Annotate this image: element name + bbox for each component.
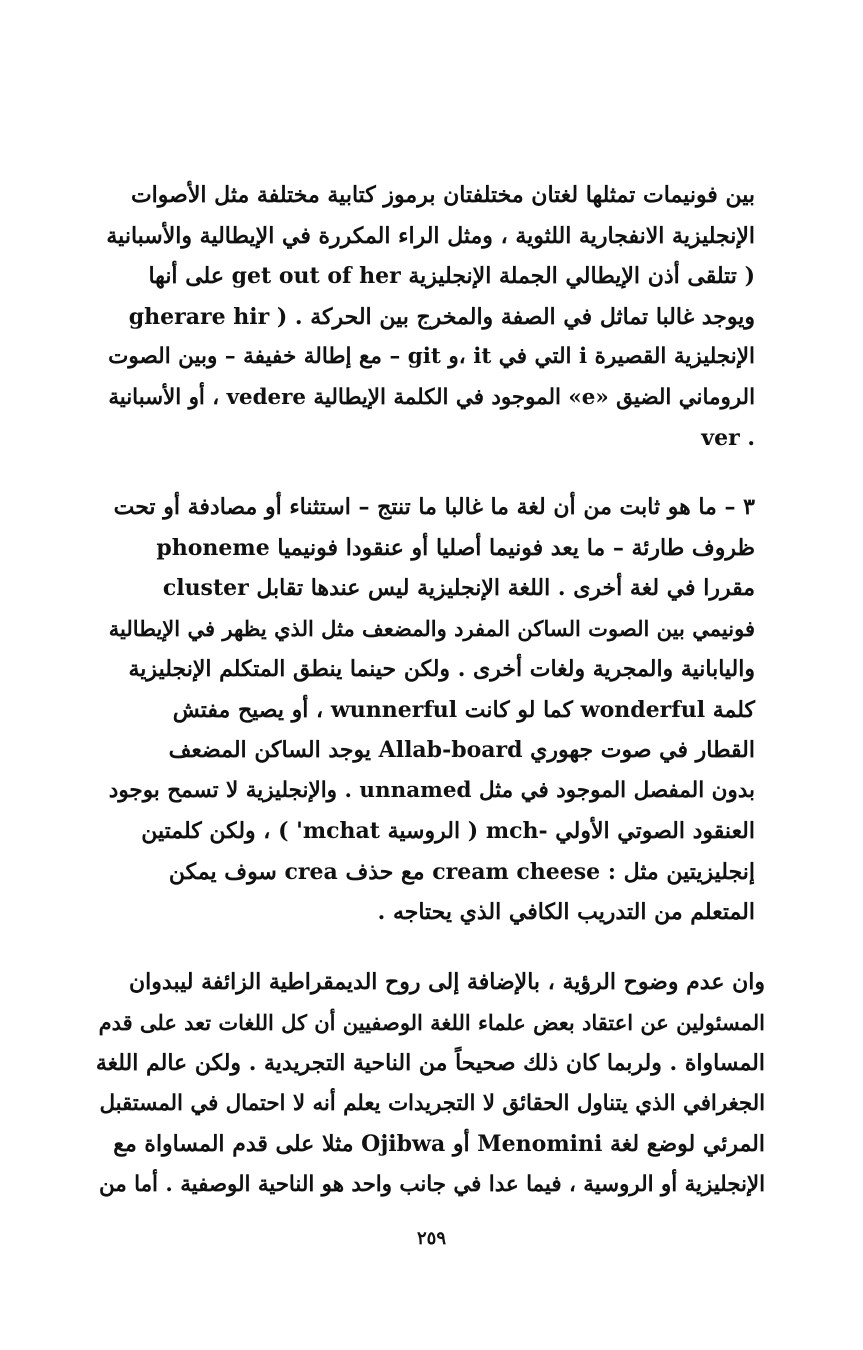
text-line: المسئولين عن اعتقاد بعض علماء اللغة الوصفيين أن كل اللغات تعد على قدم	[98, 1009, 765, 1035]
text-line: بين فونيمات تمثلها لغتان مختلفتان برموز كتابية مختلفة مثل الأصوات	[130, 182, 755, 208]
text-line: فونيمي بين الصوت الساكن المفرد والمضعف مثل الذي يظهر في الإيطالية	[108, 615, 755, 641]
text-line: المساواة . ولربما كان ذلك صحيحاً من الناحية التجريدية . ولكن عالم اللغة	[95, 1050, 765, 1076]
text-line: بدون المفصل الموجود في مثل unnamed . والإنجليزية لا تسمح بوجود	[108, 777, 755, 803]
text-line: الروماني الضيق «e» الموجود في الكلمة الإيطالية vedere ، أو الأسبانية	[108, 384, 755, 410]
text-line: المرئي لوضع لغة Menomini أو Ojibwa مثلا على قدم المساواة مع	[113, 1131, 765, 1157]
text-line: الإنجليزية أو الروسية ، فيما عدا في جانب واحد هو الناحية الوصفية . أما من	[99, 1171, 765, 1197]
text-line: الإنجليزية الانفجارية اللثوية ، ومثل الراء المكررة في الإيطالية والأسبانية	[106, 222, 755, 249]
paragraph-2	[95, 487, 755, 933]
text-line: كلمة wonderful كما لو كانت wunnerful ، أو يصيح مفتش	[172, 696, 755, 723]
text-line: cluster مقررا في لغة أخرى . اللغة الإنجليزية ليس عندها تقابل	[162, 575, 755, 601]
page-number: ٢٥٩	[416, 1228, 446, 1249]
text-line: إنجليزيتين مثل : cream cheese مع حذف crea سوف يمكن	[168, 858, 755, 885]
text-line: الجغرافي الذي يتناول الحقائق لا التجريدات يعلم أنه لا احتمال في المستقبل	[99, 1090, 765, 1116]
text-line: العنقود الصوتي الأولي -mch ( الروسية mchat' ) ، ولكن كلمتين	[141, 818, 755, 844]
text-line: ٣ – ما هو ثابت من أن لغة ما غالبا ما تنتج – استثناء أو مصادفة أو تحت	[113, 494, 755, 520]
paragraph-1	[95, 175, 755, 459]
paragraph-3	[85, 962, 765, 1205]
text-line: المتعلم من التدريب الكافي الذي يحتاجه .	[377, 899, 755, 925]
text-line: وان عدم وضوح الرؤية ، بالإضافة إلى روح الديمقراطية الزائفة ليبدوان	[129, 969, 765, 995]
text-line: gherare hir ) . ويوجد غالبا تماثل في الصفة والمخرج بين الحركة	[128, 303, 755, 330]
text-line: القطار في صوت جهوري Allab-board يوجد الساكن المضعف	[168, 737, 755, 763]
text-line: ver .	[701, 425, 755, 451]
text-line: ظروف طارئة – ما يعد فونيما أصليا أو عنقودا فونيميا phoneme	[156, 534, 755, 561]
text-line: واليابانية والمجرية ولغات أخرى . ولكن حينما ينطق المتكلم الإنجليزية	[128, 656, 755, 682]
text-line: ( تتلقى أذن الإيطالي الجملة الإنجليزية get out of her على أنها	[148, 263, 755, 289]
text-line: الإنجليزية القصيرة i التي في it ،و git – مع إطالة خفيفة – وبين الصوت	[108, 344, 755, 369]
